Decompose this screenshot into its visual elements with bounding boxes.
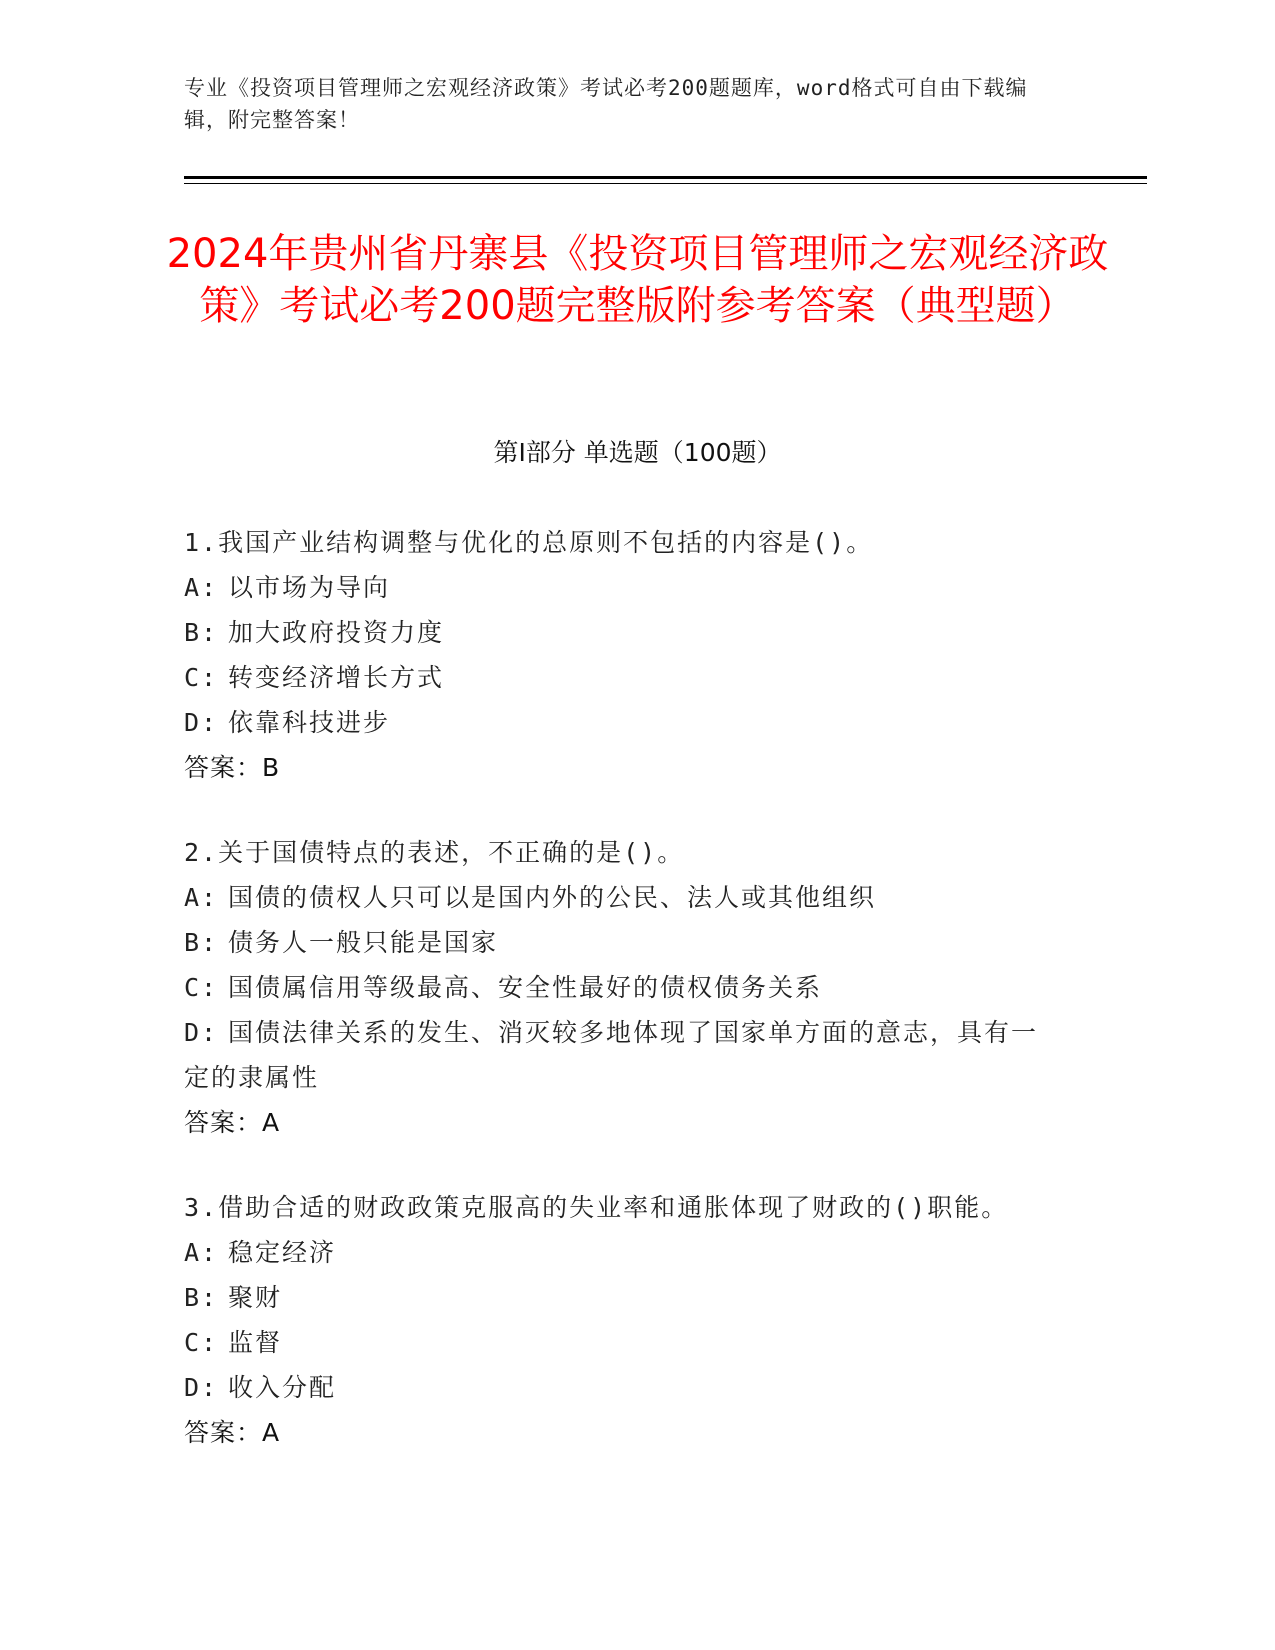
option-letter: C: bbox=[184, 663, 219, 692]
option-letter: B: bbox=[184, 928, 219, 957]
option-a bbox=[184, 565, 1064, 610]
option-letter: D: bbox=[184, 1373, 219, 1402]
question-2 bbox=[184, 830, 1064, 1145]
option-b bbox=[184, 1275, 1064, 1320]
option-d bbox=[184, 1010, 1064, 1100]
option-letter: C: bbox=[184, 1328, 219, 1357]
option-text: 以市场为导向 bbox=[228, 573, 391, 602]
option-c bbox=[184, 655, 1064, 700]
question-stem: 3.借助合适的财政政策克服高的失业率和通胀体现了财政的()职能。 bbox=[184, 1193, 1009, 1222]
question-1 bbox=[184, 520, 1064, 790]
option-letter: D: bbox=[184, 1018, 219, 1047]
answer-line: 答案：B bbox=[184, 753, 281, 782]
option-text: 加大政府投资力度 bbox=[228, 618, 445, 647]
option-letter: A: bbox=[184, 883, 219, 912]
option-letter: D: bbox=[184, 708, 219, 737]
option-c bbox=[184, 965, 1064, 1010]
option-d bbox=[184, 1365, 1064, 1410]
option-a bbox=[184, 875, 1064, 920]
option-a bbox=[184, 1230, 1064, 1275]
answer-line: 答案：A bbox=[184, 1418, 281, 1447]
option-b bbox=[184, 920, 1064, 965]
option-letter: B: bbox=[184, 1283, 219, 1312]
option-text: 债务人一般只能是国家 bbox=[228, 928, 499, 957]
option-letter: B: bbox=[184, 618, 219, 647]
header-rule-thick bbox=[184, 176, 1147, 179]
option-b bbox=[184, 610, 1064, 655]
option-text: 监督 bbox=[228, 1328, 283, 1357]
option-text: 国债的债权人只可以是国内外的公民、法人或其他组织 bbox=[228, 883, 877, 912]
option-text: 收入分配 bbox=[228, 1373, 337, 1402]
option-text: 国债法律关系的发生、消灭较多地体现了国家单方面的意志，具有一定的隶属性 bbox=[184, 1018, 1039, 1092]
option-text: 聚财 bbox=[228, 1283, 283, 1312]
header-note: 专业《投资项目管理师之宏观经济政策》考试必考200题题库，word格式可自由下载编辑，附完整答案！ bbox=[184, 76, 1028, 132]
option-text: 转变经济增长方式 bbox=[228, 663, 445, 692]
option-text: 依靠科技进步 bbox=[228, 708, 391, 737]
option-text: 稳定经济 bbox=[228, 1238, 337, 1267]
question-stem: 1.我国产业结构调整与优化的总原则不包括的内容是()。 bbox=[184, 528, 874, 557]
section-title: 第I部分 单选题（100题） bbox=[493, 438, 782, 467]
question-3 bbox=[184, 1185, 1064, 1455]
option-letter: A: bbox=[184, 1238, 219, 1267]
question-list bbox=[184, 520, 1064, 1495]
option-letter: A: bbox=[184, 573, 219, 602]
document-title: 2024年贵州省丹寨县《投资项目管理师之宏观经济政策》考试必考200题完整版附参考答案（典型题） bbox=[166, 231, 1109, 329]
option-letter: C: bbox=[184, 973, 219, 1002]
answer-line: 答案：A bbox=[184, 1108, 281, 1137]
question-stem: 2.关于国债特点的表述，不正确的是()。 bbox=[184, 838, 685, 867]
header-rule-thin bbox=[184, 183, 1147, 184]
option-text: 国债属信用等级最高、安全性最好的债权债务关系 bbox=[228, 973, 823, 1002]
option-d bbox=[184, 700, 1064, 745]
option-c bbox=[184, 1320, 1064, 1365]
